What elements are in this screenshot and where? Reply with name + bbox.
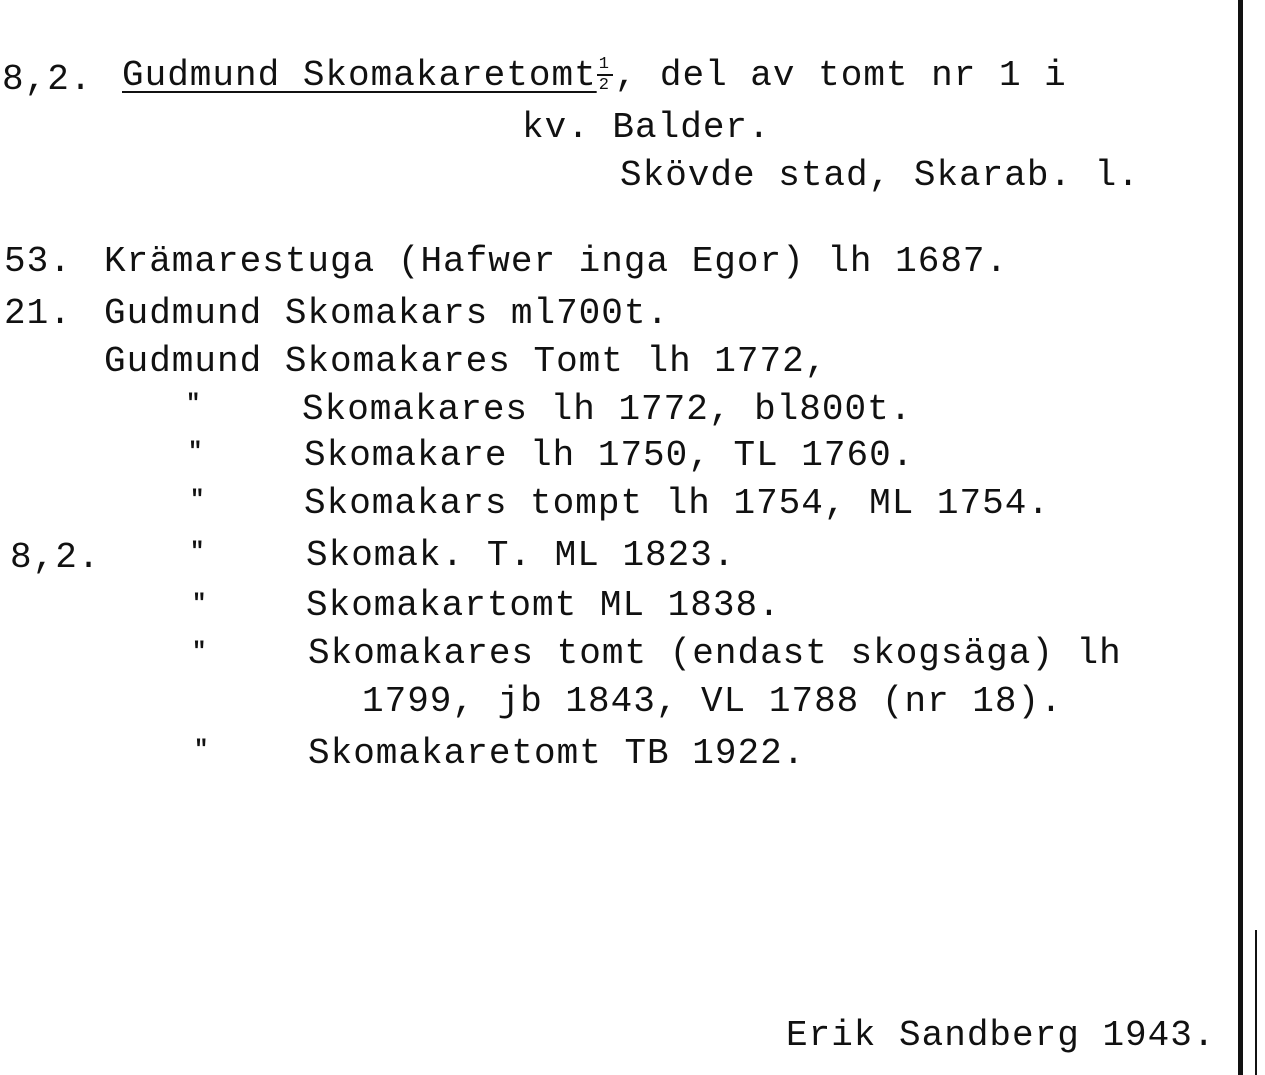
card-edge-line — [1238, 0, 1243, 1075]
header-title-rest: , del av tomt nr 1 i — [614, 55, 1067, 96]
entry-text: Skomakartomt ML 1838. — [306, 585, 781, 626]
ditto-mark: " — [188, 439, 203, 466]
ditto-mark: " — [186, 391, 201, 418]
fraction-numerator: 1 — [598, 55, 610, 74]
ditto-mark: " — [192, 639, 207, 666]
header-title — [122, 56, 1067, 96]
entry-text: 1799, jb 1843, VL 1788 (nr 18). — [362, 681, 1063, 722]
entry-text: Skomakares tomt (endast skogsäga) lh — [308, 633, 1122, 674]
signature: Erik Sandberg 1943. — [786, 1015, 1216, 1056]
header-number: 8,2. — [2, 59, 93, 100]
ditto-mark: " — [190, 539, 205, 566]
fraction-denominator: 2 — [598, 76, 610, 95]
entry-text: Gudmund Skomakars ml700t. — [104, 293, 670, 334]
ditto-mark: " — [194, 737, 209, 764]
entry-text: Gudmund Skomakares Tomt lh 1772, — [104, 341, 828, 382]
header-line-3: Skövde stad, Skarab. l. — [620, 155, 1140, 196]
entry-number: 53. — [4, 241, 72, 282]
entry-text: Krämarestuga (Hafwer inga Egor) lh 1687. — [104, 241, 1009, 282]
header-title-name: Gudmund Skomakaretomt — [122, 55, 597, 96]
header-line-2: kv. Balder. — [522, 107, 771, 148]
entry-text: Skomakaretomt TB 1922. — [308, 733, 806, 774]
entry-text: Skomakares lh 1772, bl800t. — [302, 389, 913, 430]
ditto-mark: " — [190, 487, 205, 514]
entry-number: 21. — [4, 293, 72, 334]
header-fraction — [597, 56, 615, 96]
card-edge-line-secondary — [1255, 930, 1257, 1075]
ditto-mark: " — [192, 591, 207, 618]
entry-number: 8,2. — [10, 537, 101, 578]
entry-text: Skomakare lh 1750, TL 1760. — [304, 435, 915, 476]
entry-text: Skomakars tompt lh 1754, ML 1754. — [304, 483, 1050, 524]
entry-text: Skomak. T. ML 1823. — [306, 535, 736, 576]
